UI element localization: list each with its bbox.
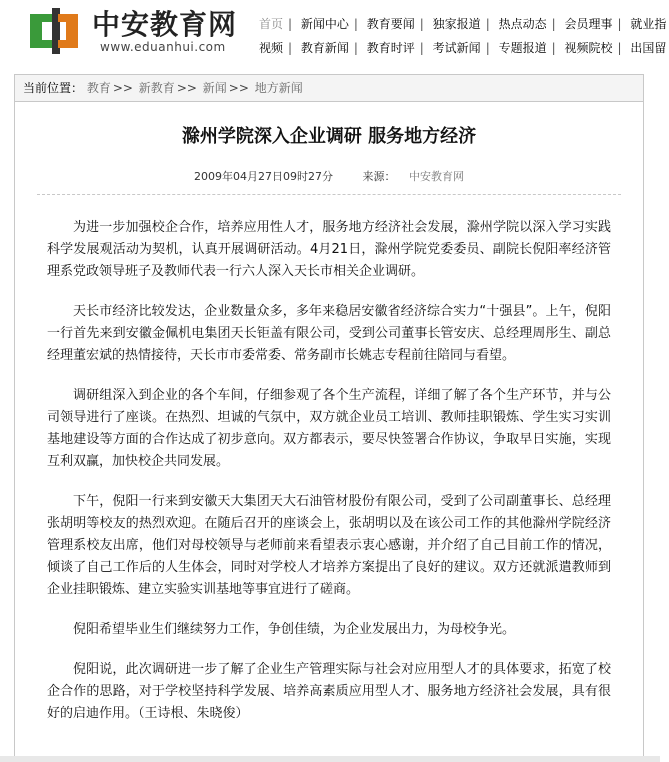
site-header — [0, 0, 667, 62]
nav-row-1 — [256, 12, 667, 36]
article-paragraph: 为进一步加强校企合作，培养应用性人才，服务地方经济社会发展，滁州学院以深入学习实践科学发展观活动为契机，认真开展调研活动。4月21日，滁州学院党委委员、副院长倪阳率经济管理系党政领导班子及教师代表一行六人深入天长市相关企业调研。 — [47, 220, 611, 279]
breadcrumb-item-new-edu[interactable]: 新教育 — [138, 81, 175, 95]
nav-separator: | — [353, 17, 358, 31]
article-paragraph: 调研组深入到企业的各个车间，仔细参观了各个生产流程，详细了解了各个生产环节，并与公司领导进行了座谈。在热烈、坦诚的气氛中，双方就企业员工培训、教师挂职锻炼、学生实习实训基地建设等方面的合作达成了初步意向。双方都表示，要尽快签署合作协议，争取早日实施，实现互利双赢，加快校企共同发展。 — [47, 388, 611, 469]
nav-separator: | — [419, 17, 424, 31]
nav-exam-news[interactable]: 考试新闻 — [432, 41, 481, 55]
article-paragraph: 倪阳说，此次调研进一步了解了企业生产管理实际与社会对应用型人才的具体要求，拓宽了校企合作的思路，对于学校坚持科学发展、培养高素质应用型人才、服务地方经济社会发展，具有很好的启迪作用。（王诗根、朱晓俊） — [47, 662, 611, 721]
nav-video[interactable]: 视频 — [259, 41, 284, 55]
article-title: 滁州学院深入企业调研 服务地方经济 — [181, 126, 477, 147]
breadcrumb-separator: >> — [228, 81, 249, 95]
nav-separator: | — [551, 17, 556, 31]
nav-separator: | — [551, 41, 556, 55]
content-frame — [14, 74, 644, 761]
nav-edu-headlines[interactable]: 教育要闻 — [366, 17, 415, 31]
logo-text[interactable]: 中安教育网 — [92, 8, 238, 41]
source-link[interactable]: 中安教育网 — [408, 170, 464, 183]
source-label: 来源： — [362, 170, 396, 183]
article-meta — [15, 168, 643, 184]
breadcrumb-item-news[interactable]: 新闻 — [202, 81, 227, 95]
nav-separator: | — [485, 17, 490, 31]
nav-separator: | — [419, 41, 424, 55]
breadcrumb-label: 当前位置： — [23, 81, 84, 95]
nav-exclusive[interactable]: 独家报道 — [432, 17, 481, 31]
nav-home[interactable]: 首页 — [259, 17, 284, 31]
nav-separator: | — [288, 17, 293, 31]
nav-separator: | — [617, 17, 622, 31]
logo-url[interactable]: www.eduanhui.com — [100, 40, 226, 54]
article-body — [15, 195, 643, 725]
nav-separator: | — [353, 41, 358, 55]
breadcrumb-item-edu[interactable]: 教育 — [86, 81, 111, 95]
bottom-border — [0, 756, 660, 762]
article-paragraph: 下午，倪阳一行来到安徽天大集团天大石油管材股份有限公司，受到了公司副董事长、总经理张胡明等校友的热烈欢迎。在随后召开的座谈会上，张胡明以及在该公司工作的其他滁州学院经济管理系校友出席，他们对母校领导与老师前来看望表示衷心感谢，并介绍了自己目前工作的情况，倾谈了自己工作后的人生体会，同时对学校人才培养方案提出了良好的建议。双方还就派遣教师到企业挂职锻炼、建立实验实训基地等事宜进行了磋商。 — [47, 494, 611, 597]
nav-row-2 — [256, 36, 667, 60]
breadcrumb-separator: >> — [112, 81, 133, 95]
nav-study-abroad[interactable]: 出国留 — [630, 41, 667, 55]
nav-video-schools[interactable]: 视频院校 — [564, 41, 613, 55]
nav-hot-news[interactable]: 热点动态 — [498, 17, 547, 31]
logo-icon[interactable] — [28, 6, 82, 56]
breadcrumb — [15, 75, 643, 102]
nav-edu-commentary[interactable]: 教育时评 — [366, 41, 415, 55]
nav-members[interactable]: 会员理事 — [564, 17, 613, 31]
article-date: 2009年04月27日09时27分 — [194, 170, 333, 183]
nav-news-center[interactable]: 新闻中心 — [300, 17, 349, 31]
breadcrumb-separator: >> — [176, 81, 197, 95]
article-paragraph: 天长市经济比较发达，企业数量众多，多年来稳居安徽省经济综合实力“十强县”。上午，倪阳一行首先来到安徽金佩机电集团天长钜盖有限公司，受到公司董事长管安庆、总经理周彤生、副总经理董宏斌的热情接待，天长市市委常委、常务副市长姚志专程前往陪同与看望。 — [47, 304, 611, 363]
nav-jobs[interactable]: 就业指 — [630, 17, 667, 31]
nav-edu-news[interactable]: 教育新闻 — [300, 41, 349, 55]
breadcrumb-item-local-news[interactable]: 地方新闻 — [254, 81, 303, 95]
nav-separator: | — [288, 41, 293, 55]
nav-separator: | — [617, 41, 622, 55]
nav-special-reports[interactable]: 专题报道 — [498, 41, 547, 55]
main-nav — [256, 12, 667, 60]
nav-separator: | — [485, 41, 490, 55]
article-paragraph: 倪阳希望毕业生们继续努力工作，争创佳绩，为企业发展出力，为母校争光。 — [73, 622, 516, 637]
